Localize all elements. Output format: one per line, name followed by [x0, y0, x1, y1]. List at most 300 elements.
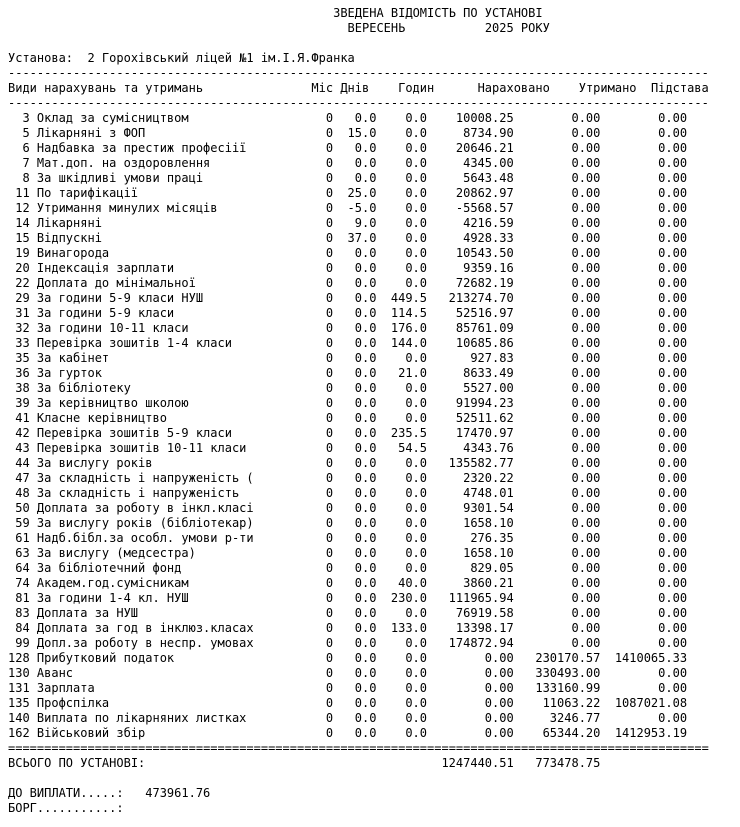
row-month: 0: [325, 471, 334, 485]
table-row: [8, 591, 740, 606]
row-days: 9.0: [354, 216, 377, 230]
row-days: -5.0: [347, 201, 377, 215]
row-accrued: 0.00: [484, 681, 514, 695]
row-basis: 0.00: [658, 141, 688, 155]
row-accrued: 8734.90: [463, 126, 514, 140]
row-month: 0: [325, 441, 334, 455]
row-withheld: 0.00: [571, 591, 601, 605]
row-basis: 0.00: [658, 516, 688, 530]
row-month: 0: [325, 411, 334, 425]
table-row: [8, 696, 740, 711]
row-hours: 0.0: [405, 486, 427, 500]
row-days: 0.0: [354, 726, 377, 740]
row-accrued: 10543.50: [455, 246, 514, 260]
row-name: Класне керівництво: [36, 411, 167, 425]
row-hours: 0.0: [405, 126, 427, 140]
row-days: 0.0: [354, 171, 377, 185]
row-code: 84: [15, 621, 30, 635]
row-withheld: 0.00: [571, 441, 601, 455]
row-days: 0.0: [354, 351, 377, 365]
table-row: [8, 186, 740, 201]
row-month: 0: [325, 576, 334, 590]
to-pay-line: [8, 786, 740, 801]
row-withheld: 11063.22: [542, 696, 601, 710]
row-basis: 0.00: [658, 636, 688, 650]
table-row: [8, 546, 740, 561]
row-code: 64: [15, 561, 30, 575]
row-month: 0: [325, 621, 334, 635]
row-month: 0: [325, 186, 334, 200]
row-name: Допл.за роботу в неспр. умовах: [36, 636, 254, 650]
row-basis: 0.00: [658, 606, 688, 620]
row-name: За бібліотечний фонд: [36, 561, 182, 575]
row-basis: 1412953.19: [614, 726, 688, 740]
row-withheld: 0.00: [571, 531, 601, 545]
row-withheld: 0.00: [571, 111, 601, 125]
row-withheld: 0.00: [571, 561, 601, 575]
row-withheld: 0.00: [571, 381, 601, 395]
col-header-withheld: Утримано: [578, 81, 637, 95]
row-basis: 0.00: [658, 306, 688, 320]
row-basis: 0.00: [658, 156, 688, 170]
row-name: Перевірка зошитів 10-11 класи: [36, 441, 247, 455]
row-days: 0.0: [354, 456, 377, 470]
row-month: 0: [325, 591, 334, 605]
row-month: 0: [325, 126, 334, 140]
table-row: [8, 621, 740, 636]
row-hours: 0.0: [405, 261, 427, 275]
row-code: 130: [8, 666, 30, 680]
row-name: Надбавка за престиж професіії: [36, 141, 247, 155]
row-basis: 0.00: [658, 111, 688, 125]
table-row: [8, 141, 740, 156]
table-row: [8, 561, 740, 576]
row-accrued: 72682.19: [455, 276, 514, 290]
blank-line: [8, 771, 740, 786]
table-row: [8, 681, 740, 696]
row-days: 0.0: [354, 261, 377, 275]
row-code: 33: [15, 336, 30, 350]
row-hours: 0.0: [405, 141, 427, 155]
row-month: 0: [325, 336, 334, 350]
row-withheld: 0.00: [571, 126, 601, 140]
row-days: 0.0: [354, 306, 377, 320]
row-withheld: 0.00: [571, 636, 601, 650]
row-basis: 0.00: [658, 666, 688, 680]
row-month: 0: [325, 516, 334, 530]
row-accrued: 9359.16: [463, 261, 514, 275]
row-basis: 0.00: [658, 576, 688, 590]
row-accrued: 0.00: [484, 711, 514, 725]
row-days: 0.0: [354, 711, 377, 725]
row-days: 25.0: [347, 186, 377, 200]
row-code: 3: [22, 111, 30, 125]
table-row: [8, 651, 740, 666]
row-days: 0.0: [354, 441, 377, 455]
debt-line: [8, 801, 740, 816]
row-month: 0: [325, 546, 334, 560]
row-month: 0: [325, 246, 334, 260]
blank-line: [8, 36, 740, 51]
row-accrued: 20862.97: [455, 186, 514, 200]
row-name: Лікарняні з ФОП: [36, 126, 146, 140]
table-row: [8, 201, 740, 216]
row-hours: 0.0: [405, 561, 427, 575]
table-row: [8, 291, 740, 306]
row-hours: 133.0: [390, 621, 427, 635]
row-month: 0: [325, 681, 334, 695]
row-withheld: 0.00: [571, 621, 601, 635]
row-code: 42: [15, 426, 30, 440]
row-hours: 0.0: [405, 396, 427, 410]
table-row: [8, 606, 740, 621]
table-row: [8, 321, 740, 336]
row-days: 0.0: [354, 111, 377, 125]
row-code: 20: [15, 261, 30, 275]
row-accrued: 213274.70: [448, 291, 514, 305]
row-code: 74: [15, 576, 30, 590]
row-code: 5: [22, 126, 30, 140]
totals-accrued: 1247440.51: [441, 756, 514, 770]
row-code: 50: [15, 501, 30, 515]
row-withheld: 0.00: [571, 186, 601, 200]
row-days: 0.0: [354, 396, 377, 410]
row-withheld: 0.00: [571, 516, 601, 530]
row-month: 0: [325, 726, 334, 740]
table-row: [8, 456, 740, 471]
row-basis: 0.00: [658, 501, 688, 515]
separator-dash-header: -------------------------------------------------------------------------------------------------: [8, 96, 709, 110]
row-name: Утримання минулих місяців: [36, 201, 218, 215]
row-name: Доплата до мінімальної: [36, 276, 196, 290]
table-row: [8, 336, 740, 351]
row-hours: 0.0: [405, 636, 427, 650]
row-basis: 0.00: [658, 471, 688, 485]
row-basis: 0.00: [658, 261, 688, 275]
row-name: Зарплата: [36, 681, 95, 695]
institution-label: Установа:: [8, 51, 74, 65]
row-withheld: 0.00: [571, 231, 601, 245]
row-days: 0.0: [354, 321, 377, 335]
row-basis: 0.00: [658, 216, 688, 230]
table-row: [8, 531, 740, 546]
row-accrued: 17470.97: [455, 426, 514, 440]
table-row: [8, 396, 740, 411]
institution-name: 2 Горохівський ліцей №1 ім.І.Я.Франка: [87, 51, 355, 65]
row-name: Перевірка зошитів 1-4 класи: [36, 336, 232, 350]
row-basis: 1087021.08: [614, 696, 688, 710]
table-row: [8, 726, 740, 741]
row-hours: 144.0: [390, 336, 427, 350]
row-code: 83: [15, 606, 30, 620]
table-row: [8, 426, 740, 441]
period-year: 2025 РОКУ: [484, 21, 550, 35]
col-header-basis: Підстава: [650, 81, 709, 95]
row-month: 0: [325, 396, 334, 410]
row-hours: 0.0: [405, 501, 427, 515]
row-basis: 0.00: [658, 396, 688, 410]
table-row: [8, 666, 740, 681]
row-name: По тарифікації: [36, 186, 139, 200]
table-row: [8, 576, 740, 591]
table-row: [8, 246, 740, 261]
row-hours: 0.0: [405, 651, 427, 665]
row-days: 0.0: [354, 141, 377, 155]
row-month: 0: [325, 456, 334, 470]
table-row: [8, 306, 740, 321]
row-month: 0: [325, 321, 334, 335]
row-withheld: 330493.00: [535, 666, 601, 680]
row-basis: 0.00: [658, 246, 688, 260]
row-code: 48: [15, 486, 30, 500]
row-code: 128: [8, 651, 30, 665]
row-name: За години 5-9 класи: [36, 306, 175, 320]
row-basis: 0.00: [658, 456, 688, 470]
row-hours: 0.0: [405, 666, 427, 680]
row-days: 0.0: [354, 591, 377, 605]
row-days: 15.0: [347, 126, 377, 140]
row-withheld: 0.00: [571, 606, 601, 620]
row-name: Доплата за год в інклюз.класах: [36, 621, 254, 635]
row-days: 0.0: [354, 666, 377, 680]
totals-row: [8, 756, 740, 771]
row-basis: 0.00: [658, 336, 688, 350]
row-withheld: 65344.20: [542, 726, 601, 740]
row-code: 99: [15, 636, 30, 650]
report-period: [8, 21, 740, 36]
row-code: 31: [15, 306, 30, 320]
row-name: За керівництво школою: [36, 396, 189, 410]
separator-double: =================================================================================================: [8, 741, 709, 755]
row-accrued: 174872.94: [448, 636, 514, 650]
table-row: [8, 486, 740, 501]
row-hours: 0.0: [405, 201, 427, 215]
row-month: 0: [325, 351, 334, 365]
row-days: 0.0: [354, 576, 377, 590]
row-code: 8: [22, 171, 30, 185]
row-days: 0.0: [354, 561, 377, 575]
row-accrued: 0.00: [484, 696, 514, 710]
row-withheld: 0.00: [571, 366, 601, 380]
row-hours: 0.0: [405, 516, 427, 530]
row-month: 0: [325, 276, 334, 290]
row-hours: 0.0: [405, 156, 427, 170]
row-accrued: 4748.01: [463, 486, 514, 500]
row-hours: 0.0: [405, 411, 427, 425]
row-basis: 0.00: [658, 231, 688, 245]
row-withheld: 0.00: [571, 396, 601, 410]
row-basis: 0.00: [658, 351, 688, 365]
row-month: 0: [325, 711, 334, 725]
table-row: [8, 126, 740, 141]
row-hours: 0.0: [405, 546, 427, 560]
row-month: 0: [325, 426, 334, 440]
row-basis: 0.00: [658, 486, 688, 500]
row-hours: 0.0: [405, 606, 427, 620]
row-basis: 0.00: [658, 546, 688, 560]
row-days: 0.0: [354, 381, 377, 395]
to-pay-value: 473961.76: [145, 786, 211, 800]
row-name: Мат.доп. на оздоровлення: [36, 156, 211, 170]
row-hours: 0.0: [405, 531, 427, 545]
row-month: 0: [325, 561, 334, 575]
table-row: [8, 261, 740, 276]
row-hours: 0.0: [405, 381, 427, 395]
table-row: [8, 516, 740, 531]
row-code: 38: [15, 381, 30, 395]
row-days: 0.0: [354, 291, 377, 305]
row-name: Доплата за НУШ: [36, 606, 139, 620]
row-hours: 449.5: [390, 291, 427, 305]
table-row: [8, 366, 740, 381]
row-month: 0: [325, 261, 334, 275]
row-name: Виплата по лікарняних листках: [36, 711, 247, 725]
to-pay-label: ДО ВИПЛАТИ.....:: [8, 786, 124, 800]
row-accrued: 76919.58: [455, 606, 514, 620]
row-code: 15: [15, 231, 30, 245]
column-header-row: [8, 81, 740, 96]
row-withheld: 0.00: [571, 351, 601, 365]
row-days: 0.0: [354, 606, 377, 620]
row-accrued: 10008.25: [455, 111, 514, 125]
row-basis: 0.00: [658, 681, 688, 695]
row-accrued: 1658.10: [463, 516, 514, 530]
row-days: 0.0: [354, 501, 377, 515]
row-accrued: 2320.22: [463, 471, 514, 485]
row-code: 59: [15, 516, 30, 530]
row-days: 0.0: [354, 546, 377, 560]
report-title: [8, 6, 740, 21]
row-code: 135: [8, 696, 30, 710]
row-month: 0: [325, 381, 334, 395]
row-code: 19: [15, 246, 30, 260]
table-row: [8, 351, 740, 366]
row-days: 0.0: [354, 681, 377, 695]
row-hours: 0.0: [405, 471, 427, 485]
row-code: 39: [15, 396, 30, 410]
table-row: [8, 231, 740, 246]
row-name: Доплата за роботу в інкл.класі: [36, 501, 254, 515]
row-hours: 21.0: [398, 366, 427, 380]
row-days: 0.0: [354, 516, 377, 530]
row-month: 0: [325, 111, 334, 125]
row-hours: 0.0: [405, 681, 427, 695]
row-accrued: 85761.09: [455, 321, 514, 335]
table-body: [8, 111, 740, 741]
table-row: [8, 381, 740, 396]
row-month: 0: [325, 696, 334, 710]
row-month: 0: [325, 651, 334, 665]
row-withheld: 0.00: [571, 321, 601, 335]
row-name: Відпускні: [36, 231, 102, 245]
table-row: [8, 471, 740, 486]
row-days: 0.0: [354, 411, 377, 425]
row-basis: 0.00: [658, 561, 688, 575]
row-basis: 0.00: [658, 171, 688, 185]
row-hours: 0.0: [405, 726, 427, 740]
row-code: 29: [15, 291, 30, 305]
row-month: 0: [325, 201, 334, 215]
row-basis: 0.00: [658, 411, 688, 425]
row-hours: 0.0: [405, 231, 427, 245]
row-accrued: 4216.59: [463, 216, 514, 230]
row-hours: 0.0: [405, 351, 427, 365]
row-withheld: 0.00: [571, 336, 601, 350]
row-days: 0.0: [354, 696, 377, 710]
row-accrued: 111965.94: [448, 591, 514, 605]
row-days: 0.0: [354, 246, 377, 260]
row-basis: 0.00: [658, 591, 688, 605]
row-hours: 114.5: [390, 306, 427, 320]
row-code: 131: [8, 681, 30, 695]
row-name: За вислугу років (бібліотекар): [36, 516, 254, 530]
row-name: За вислугу років: [36, 456, 153, 470]
row-name: За вислугу (медсестра): [36, 546, 196, 560]
row-withheld: 230170.57: [535, 651, 601, 665]
table-row: [8, 156, 740, 171]
row-code: 162: [8, 726, 30, 740]
row-days: 0.0: [354, 366, 377, 380]
row-withheld: 0.00: [571, 486, 601, 500]
row-name: За складність і напруженість: [36, 486, 240, 500]
row-withheld: 0.00: [571, 291, 601, 305]
row-code: 7: [22, 156, 30, 170]
col-header-accrued: Нараховано: [477, 81, 550, 95]
row-hours: 235.5: [390, 426, 427, 440]
row-hours: 0.0: [405, 711, 427, 725]
row-accrued: 829.05: [470, 561, 514, 575]
row-name: За складність і напруженість (: [36, 471, 254, 485]
row-days: 0.0: [354, 531, 377, 545]
row-withheld: 0.00: [571, 261, 601, 275]
col-header-hours: Годин: [398, 81, 435, 95]
row-accrued: 4928.33: [463, 231, 514, 245]
row-hours: 176.0: [390, 321, 427, 335]
row-month: 0: [325, 531, 334, 545]
row-code: 63: [15, 546, 30, 560]
row-month: 0: [325, 366, 334, 380]
row-accrued: 5527.00: [463, 381, 514, 395]
row-withheld: 0.00: [571, 411, 601, 425]
row-accrued: 4343.76: [463, 441, 514, 455]
row-code: 47: [15, 471, 30, 485]
row-days: 0.0: [354, 471, 377, 485]
row-withheld: 0.00: [571, 546, 601, 560]
row-withheld: 0.00: [571, 246, 601, 260]
row-hours: 230.0: [390, 591, 427, 605]
row-withheld: 0.00: [571, 576, 601, 590]
row-name: Лікарняні: [36, 216, 102, 230]
row-accrued: 0.00: [484, 651, 514, 665]
col-header-types: Види нарахувань та утримань: [8, 81, 204, 95]
row-code: 35: [15, 351, 30, 365]
row-withheld: 0.00: [571, 156, 601, 170]
separator-dash-top: -------------------------------------------------------------------------------------------------: [8, 66, 709, 80]
row-accrued: 3860.21: [463, 576, 514, 590]
row-accrued: 10685.86: [455, 336, 514, 350]
row-accrued: 5643.48: [463, 171, 514, 185]
row-withheld: 0.00: [571, 456, 601, 470]
row-days: 0.0: [354, 651, 377, 665]
table-row: [8, 276, 740, 291]
row-days: 0.0: [354, 336, 377, 350]
row-basis: 0.00: [658, 531, 688, 545]
row-withheld: 0.00: [571, 426, 601, 440]
row-code: 22: [15, 276, 30, 290]
row-accrued: 4345.00: [463, 156, 514, 170]
row-withheld: 0.00: [571, 201, 601, 215]
row-hours: 54.5: [398, 441, 427, 455]
